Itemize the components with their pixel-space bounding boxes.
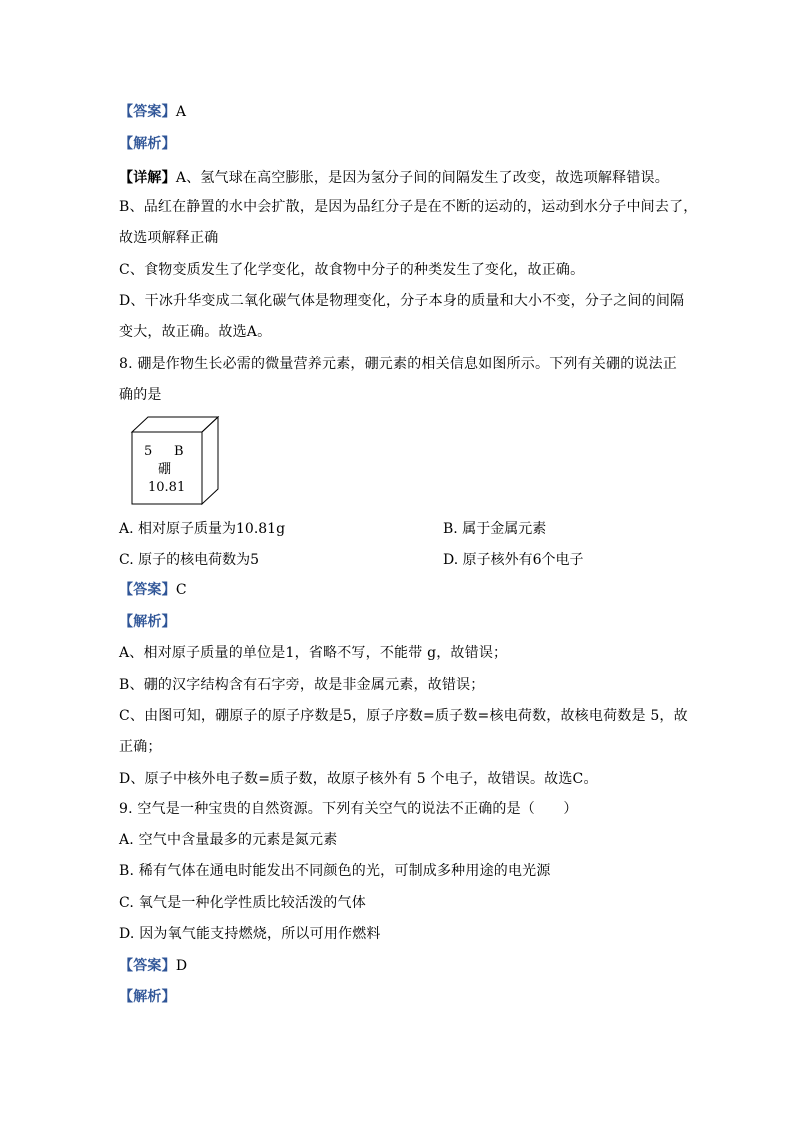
q9-answer-value: D [175,958,188,974]
detail-tag: 【详解】 [119,170,176,186]
detail-text-a: A、氢气球在高空膨胀，是因为氢分子间的间隔发生了改变，故选项解释错误。 [175,170,669,186]
detail-line [119,168,669,188]
detail-text-d: D、干冰升华变成二氧化碳气体是物理变化，分子本身的质量和大小不变，分子之间的间隔 [119,293,685,309]
q9-option-a: A. 空气中含量最多的元素是氮元素 [119,832,338,848]
q9-option-b: B. 稀有气体在通电时能发出不同颜色的光，可制成多种用途的电光源 [119,863,551,879]
q8-option-b: B. 属于金属元素 [443,521,547,537]
answer-tag: 【答案】 [119,104,176,120]
q8-analysis-text-d: D、原子中核外电子数=质子数，故原子核外有 5 个电子，故错误。故选C。 [119,771,598,787]
detail-text-b: B、品红在静置的水中会扩散，是因为品红分子是在不断的运动的，运动到水分子中间去了， [119,199,698,215]
q9-analysis-line [119,987,176,1007]
question-8-stem-cont: 确的是 [119,387,162,403]
q8-option-d: D. 原子核外有6个电子 [443,552,584,568]
answer-value: A [175,104,187,120]
q8-option-c: C. 原子的核电荷数为5 [119,552,260,568]
q9-option-d: D. 因为氧气能支持燃烧，所以可用作燃料 [119,926,381,942]
q8-analysis-line [119,612,176,632]
q8-analysis-text-c: C、由图可知，硼原子的原子序数是5，原子序数=质子数=核电荷数，故核电荷数是 5，故 [119,708,688,724]
q8-analysis-text-a: A、相对原子质量的单位是1，省略不写，不能带 g，故错误； [119,645,508,661]
analysis-tag: 【解析】 [119,136,176,152]
q8-analysis-tag: 【解析】 [119,614,176,630]
answer-line [119,102,186,122]
q9-option-c: C. 氧气是一种化学性质比较活泼的气体 [119,895,366,911]
q8-answer-value: C [175,582,187,598]
element-cube-figure [130,416,220,506]
detail-text-d-cont: 变大，故正确。故选A。 [119,324,272,340]
element-mass: 10.81 [148,480,186,495]
q9-answer-line [119,956,187,976]
question-8-stem: 8. 硼是作物生长必需的微量营养元素，硼元素的相关信息如图所示。下列有关硼的说法正 [119,356,678,372]
q9-answer-tag: 【答案】 [119,958,176,974]
analysis-line [119,134,176,154]
q8-option-a: A. 相对原子质量为10.81g [119,521,286,537]
q8-answer-tag: 【答案】 [119,582,176,598]
q8-analysis-text-c-cont: 正确； [119,739,162,755]
element-name: 硼 [158,462,172,477]
q9-analysis-tag: 【解析】 [119,989,176,1005]
detail-text-c: C、食物变质发生了化学变化，故食物中分子的种类发生了变化，故正确。 [119,262,585,278]
detail-text-b-cont: 故选项解释正确 [119,230,219,246]
element-symbol: B [174,444,184,459]
question-9-stem: 9. 空气是一种宝贵的自然资源。下列有关空气的说法不正确的是（ ） [119,801,578,817]
element-number: 5 [144,444,153,459]
q8-answer-line [119,580,187,600]
q8-analysis-text-b: B、硼的汉字结构含有石字旁，故是非金属元素，故错误； [119,677,485,693]
